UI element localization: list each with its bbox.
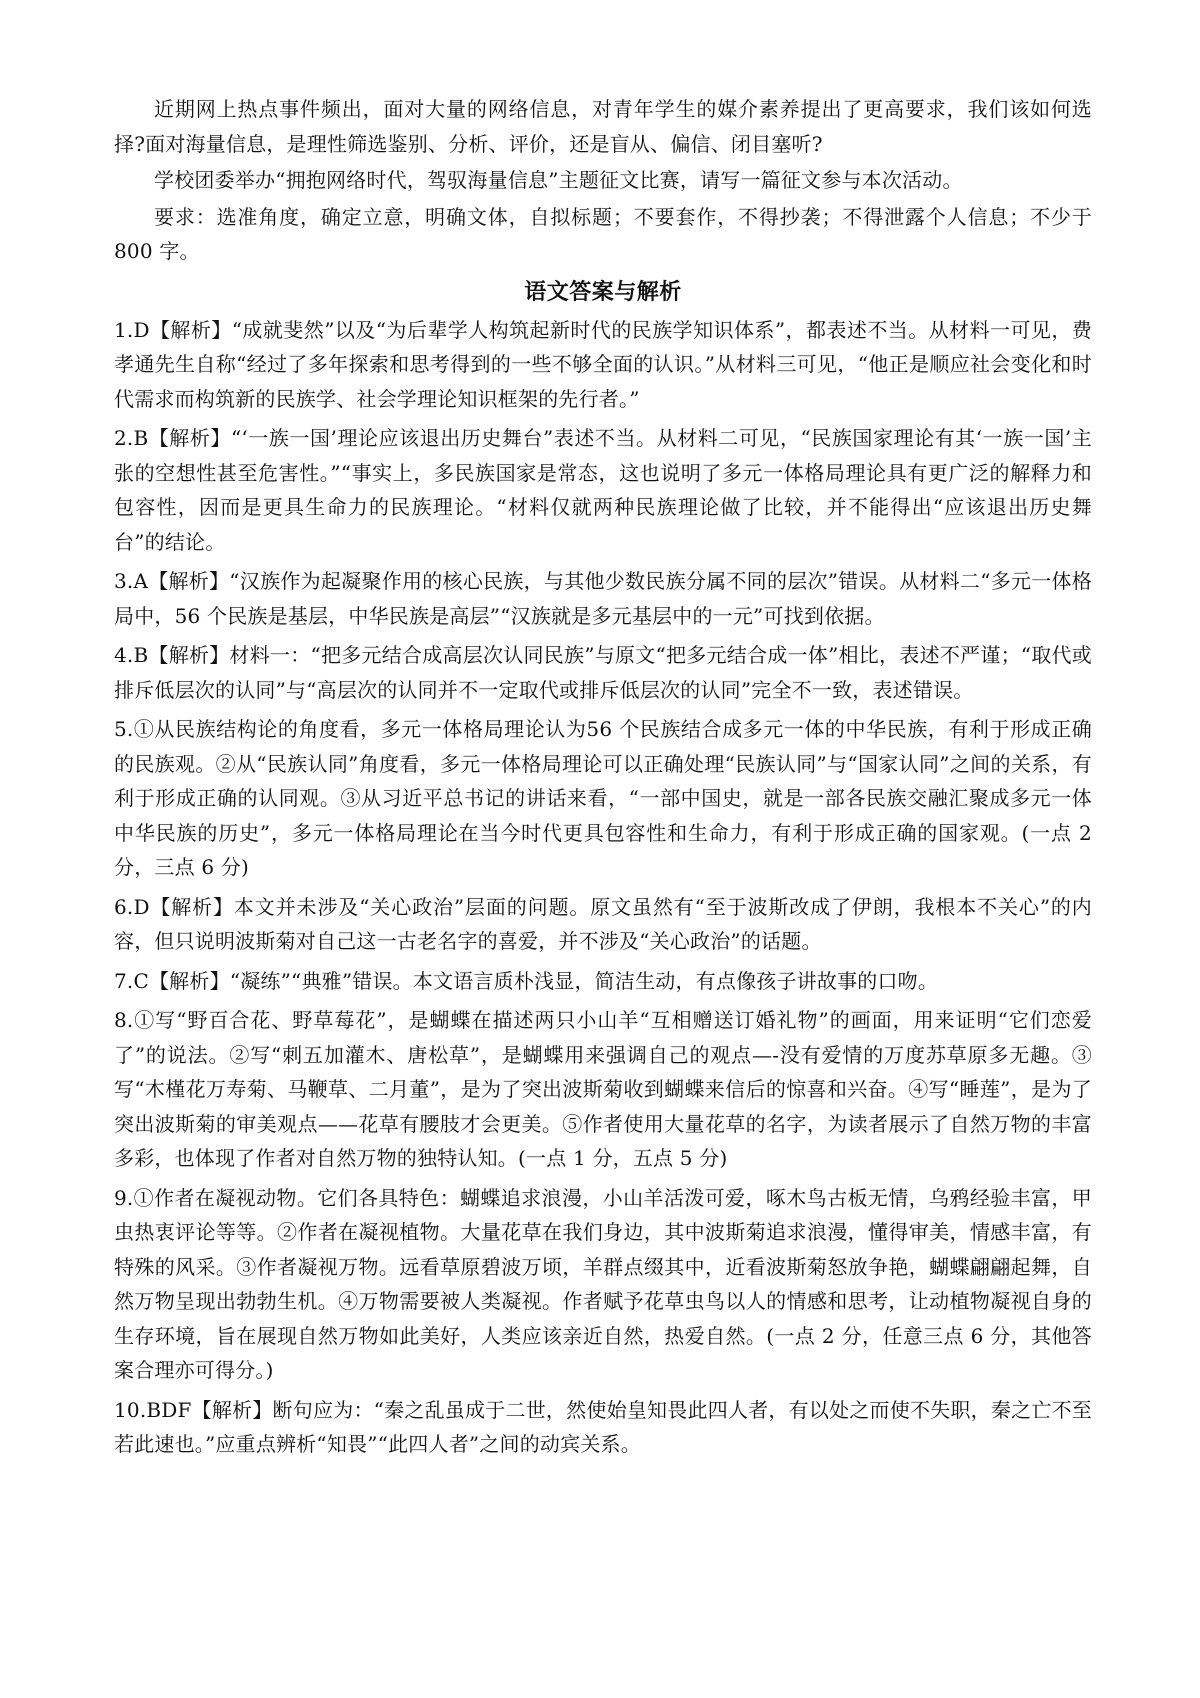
prompt-paragraph: 近期网上热点事件频出，面对大量的网络信息，对青年学生的媒介素养提出了更高要求，我们该如何选择?面对海量信息，是理性筛选鉴别、分析、评价，还是盲从、偏信、闭目塞听? [114,97,1092,156]
prompt-requirements: 要求：选准角度，确定立意，明确文体，自拟标题；不要套作，不得抄袭；不得泄露个人信息；不少于 800 字。 [114,204,1092,263]
answers-title: 语文答案与解析 [524,279,682,305]
answer-item: 3.A【解析】“汉族作为起凝聚作用的核心民族，与其他少数民族分属不同的层次”错误。从材料二“多元一体格局中，56 个民族是基层，中华民族是高层”“汉族就是多元基层中的一元”可找到依据。 [114,569,1092,628]
answer-item: 9.①作者在凝视动物。它们各具特色：蝴蝶追求浪漫，小山羊活泼可爱，啄木鸟古板无情，乌鸦经验丰富，甲虫热衷评论等等。②作者在凝视植物。大量花草在我们身边，其中波斯菊追求浪漫，懂得审美，情感丰富，有特殊的风采。③作者凝视万物。远看草原碧波万顷，羊群点缀其中，近看波斯菊怒放争艳，蝴蝶翩翩起舞，自然万物呈现出勃勃生机。④万物需要被人类凝视。作者赋予花草虫鸟以人的情感和思考，让动植物凝视自身的生存环境，旨在展现自然万物如此美好，人类应该亲近自然，热爱自然。(一点 2 分，任意三点 6 分，其他答案合理亦可得分。) [114,1185,1092,1382]
prompt-paragraph: 学校团委举办“拥抱网络时代，驾驭海量信息”主题征文比赛，请写一篇征文参与本次活动。 [154,168,963,192]
answer-item: 2.B【解析】“‘一族一国’理论应该退出历史舞台”表述不当。从材料二可见，“民族国家理论有其‘一族一国’主张的空想性甚至危害性。”“事实上，多民族国家是常态，这也说明了多元一体格局理论具有更广泛的解释力和包容性，因而是更具生命力的民族理论。“材料仅就两种民族理论做了比较，并不能得出“应该退出历史舞台”的结论。 [114,426,1092,554]
answer-list [114,313,1092,1462]
answer-item: 4.B【解析】材料一：“把多元结合成高层次认同民族”与原文“把多元结合成一体”相比，表述不严谨；“取代或排斥低层次的认同”与“高层次的认同并不一定取代或排斥低层次的认同”完全不一致，表述错误。 [114,643,1092,702]
essay-prompt [114,92,1092,269]
answer-item: 8.①写“野百合花、野草莓花”，是蝴蝶在描述两只小山羊“互相赠送订婚礼物”的画面，用来证明“它们恋爱了”的说法。②写“刺五加灌木、唐松草”，是蝴蝶用来强调自己的观点—-没有爱情的万度苏草原多无趣。③写“木槿花万寿菊、马鞭草、二月董”，是为了突出波斯菊收到蝴蝶来信后的惊喜和兴奋。④写“睡莲”，是为了突出波斯菊的审美观点——花草有腰肢才会更美。⑤作者使用大量花草的名字，为读者展示了自然万物的丰富多彩，也体现了作者对自然万物的独特认知。(一点 1 分，五点 5 分) [114,1008,1092,1170]
document-page [114,92,1092,1467]
answer-item: 6.D【解析】本文并未涉及“关心政治”层面的问题。原文虽然有“至于波斯改成了伊朗，我根本不关心”的内容，但只说明波斯菊对自己这一古老名字的喜爱，并不涉及“关心政治”的话题。 [114,894,1092,953]
answer-item: 1.D【解析】“成就斐然”以及“为后辈学人构筑起新时代的民族学知识体系”，都表述不当。从材料一可见，费孝通先生自称“经过了多年探索和思考得到的一些不够全面的认识。”从材料三可见，“他正是顺应社会变化和时代需求而构筑新的民族学、社会学理论知识框架的先行者。” [114,317,1092,411]
answer-item: 10.BDF【解析】断句应为：“秦之乱虽成于二世，然使始皇知畏此四人者，有以处之而使不失职，秦之亡不至若此速也。”应重点辨析“知畏”“此四人者”之间的动宾关系。 [114,1397,1092,1456]
answer-item: 5.①从民族结构论的角度看，多元一体格局理论认为56 个民族结合成多元一体的中华民族，有利于形成正确的民族观。②从“民族认同”角度看，多元一体格局理论可以正确处理“民族认同”与“国家认同”之间的关系，有利于形成正确的认同观。③从习近平总书记的讲话来看，“一部中国史，就是一部各民族交融汇聚成多元一体中华民族的历史”，多元一体格局理论在当今时代更具包容性和生命力，有利于形成正确的国家观。(一点 2 分，三点 6 分) [114,717,1093,879]
answer-item: 7.C【解析】“凝练”“典雅”错误。本文语言质朴浅显，简洁生动，有点像孩子讲故事的口吻。 [114,968,939,993]
